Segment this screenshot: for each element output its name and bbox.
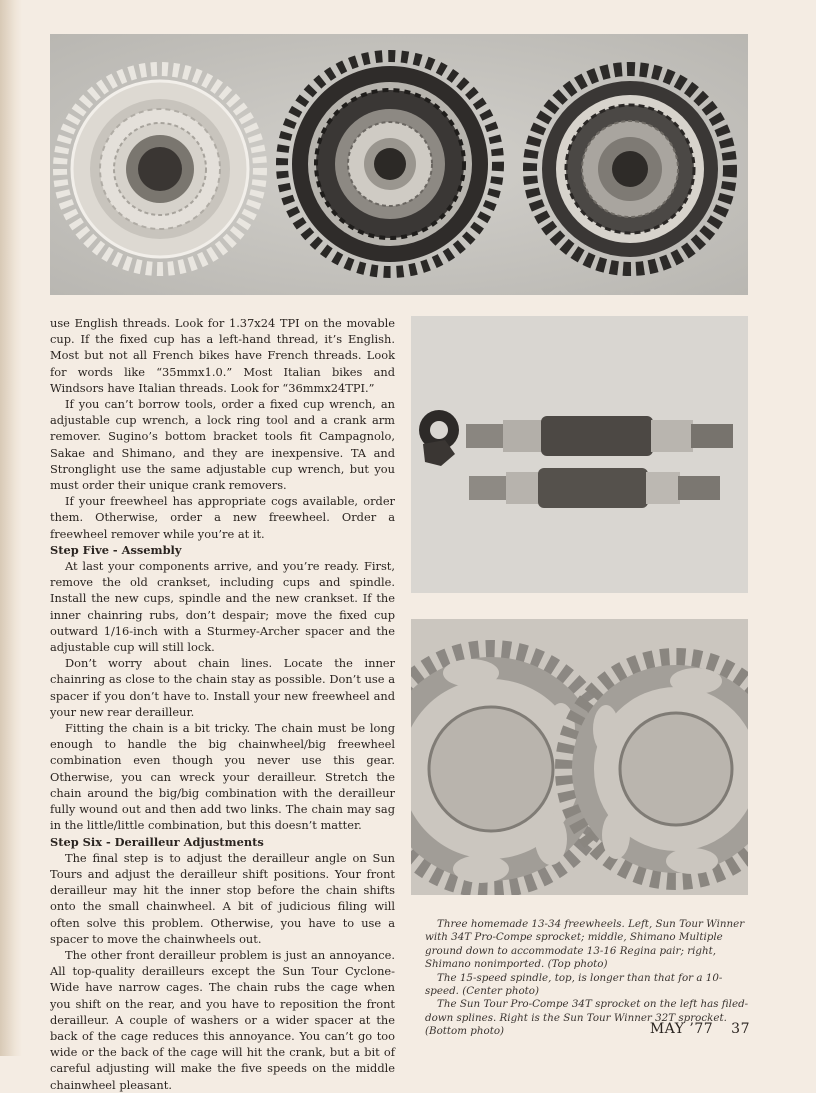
photo-sprockets <box>411 619 748 895</box>
paragraph: At last your components arrive, and you’re ready. First, remove the old crankset, including cups and spindle. Install the new cups, spindle and the new crankset. If the inner chainring rubs, don’t despair; move the fixed cup outward 1/16-inch with a Sturmey-Archer spacer and the adjustable cup will still lock. <box>50 559 395 655</box>
paragraph: If your freewheel has appropriate cogs available, order them. Otherwise, order a new freewheel. Order a freewheel remover while you’re at it. <box>50 494 395 541</box>
caption-bottom: The Sun Tour Pro-Compe 34T sprocket on the left has filed-down splines. Right is the Sun Tour Winner 32T sprocket. (Bottom photo) <box>425 998 749 1038</box>
paragraph: Don’t worry about chain lines. Locate the inner chainring as close to the chain stay as possible. Don’t use a spacer if you don’t have to. Install your new freewheel and your new rear derailleur. <box>50 656 395 719</box>
page-folio <box>630 1021 750 1037</box>
photo-freewheels <box>50 34 748 295</box>
issue-date: MAY ’77 <box>649 1021 714 1037</box>
paragraph: Fitting the chain is a bit tricky. The chain must be long enough to handle the big chainwheel/big freewheel combination even though you never use this gear. Otherwise, you can wreck your derailleur. Stretch the chain around the big/big combination with the derailleur fully wound out and then add two links. The chain may sag in the little/little combination, but this doesn’t matter. <box>50 721 395 833</box>
caption-top: Three homemade 13-34 freewheels. Left, Sun Tour Winner with 34T Pro-Compe sprocket; middle, Shimano Multiple ground down to accommodate 13-16 Regina pair; right, Shimano nonimported. (Top photo) <box>425 918 745 971</box>
photo-spindles <box>411 316 748 593</box>
paragraph: The final step is to adjust the derailleur angle on Sun Tours and adjust the derailleur shift positions. Your front derailleur may hit the inner stop before the chain shifts onto the small chainwheel. A bit of judicious filing will often solve this problem. Otherwise, you have to use a spacer to move the chainwheels out. <box>50 850 395 946</box>
page-binding-edge <box>0 0 22 1056</box>
article-body <box>50 315 395 1093</box>
freewheel-right <box>530 69 730 269</box>
page-number: 37 <box>731 1021 750 1037</box>
paragraph: If you can’t borrow tools, order a fixed cup wrench, an adjustable cup wrench, a lock ring tool and a crank arm remover. Sugino’s bottom bracket tools fit Campagnolo, Sakae and Shimano, and they are inexpensive. TA and Stronglight use the same adjustable cup wrench, but you must order their unique crank removers. <box>50 397 395 493</box>
caption-center: The 15-speed spindle, top, is longer than that for a 10-speed. (Center photo) <box>425 971 723 998</box>
section-heading: Step Six - Derailleur Adjustments <box>50 834 264 849</box>
paragraph: The other front derailleur problem is just an annoyance. All top-quality derailleurs except the Sun Tour Cyclone-Wide have narrow cages. The chain rubs the cage when you shift on the rear, and you have to reposition the front derailleur. A couple of washers or a wider spacer at the back of the cage reduces this annoyance. You can’t go too wide or the back of the cage will hit the crank, but a bit of careful adjusting will make the five speeds on the middle chainwheel pleasant. <box>50 947 395 1092</box>
spindle-15-speed <box>466 416 733 456</box>
paragraph: use English threads. Look for 1.37x24 TPI on the movable cup. If the fixed cup has a left-hand thread, it’s English. Most but not all French bikes have French threads. Look for words like “35mmx1.0.” Most Italian bikes and Windsors have Italian threads. Look for “36mmx24TPI.” <box>50 316 395 395</box>
section-heading: Step Five - Assembly <box>50 542 182 557</box>
